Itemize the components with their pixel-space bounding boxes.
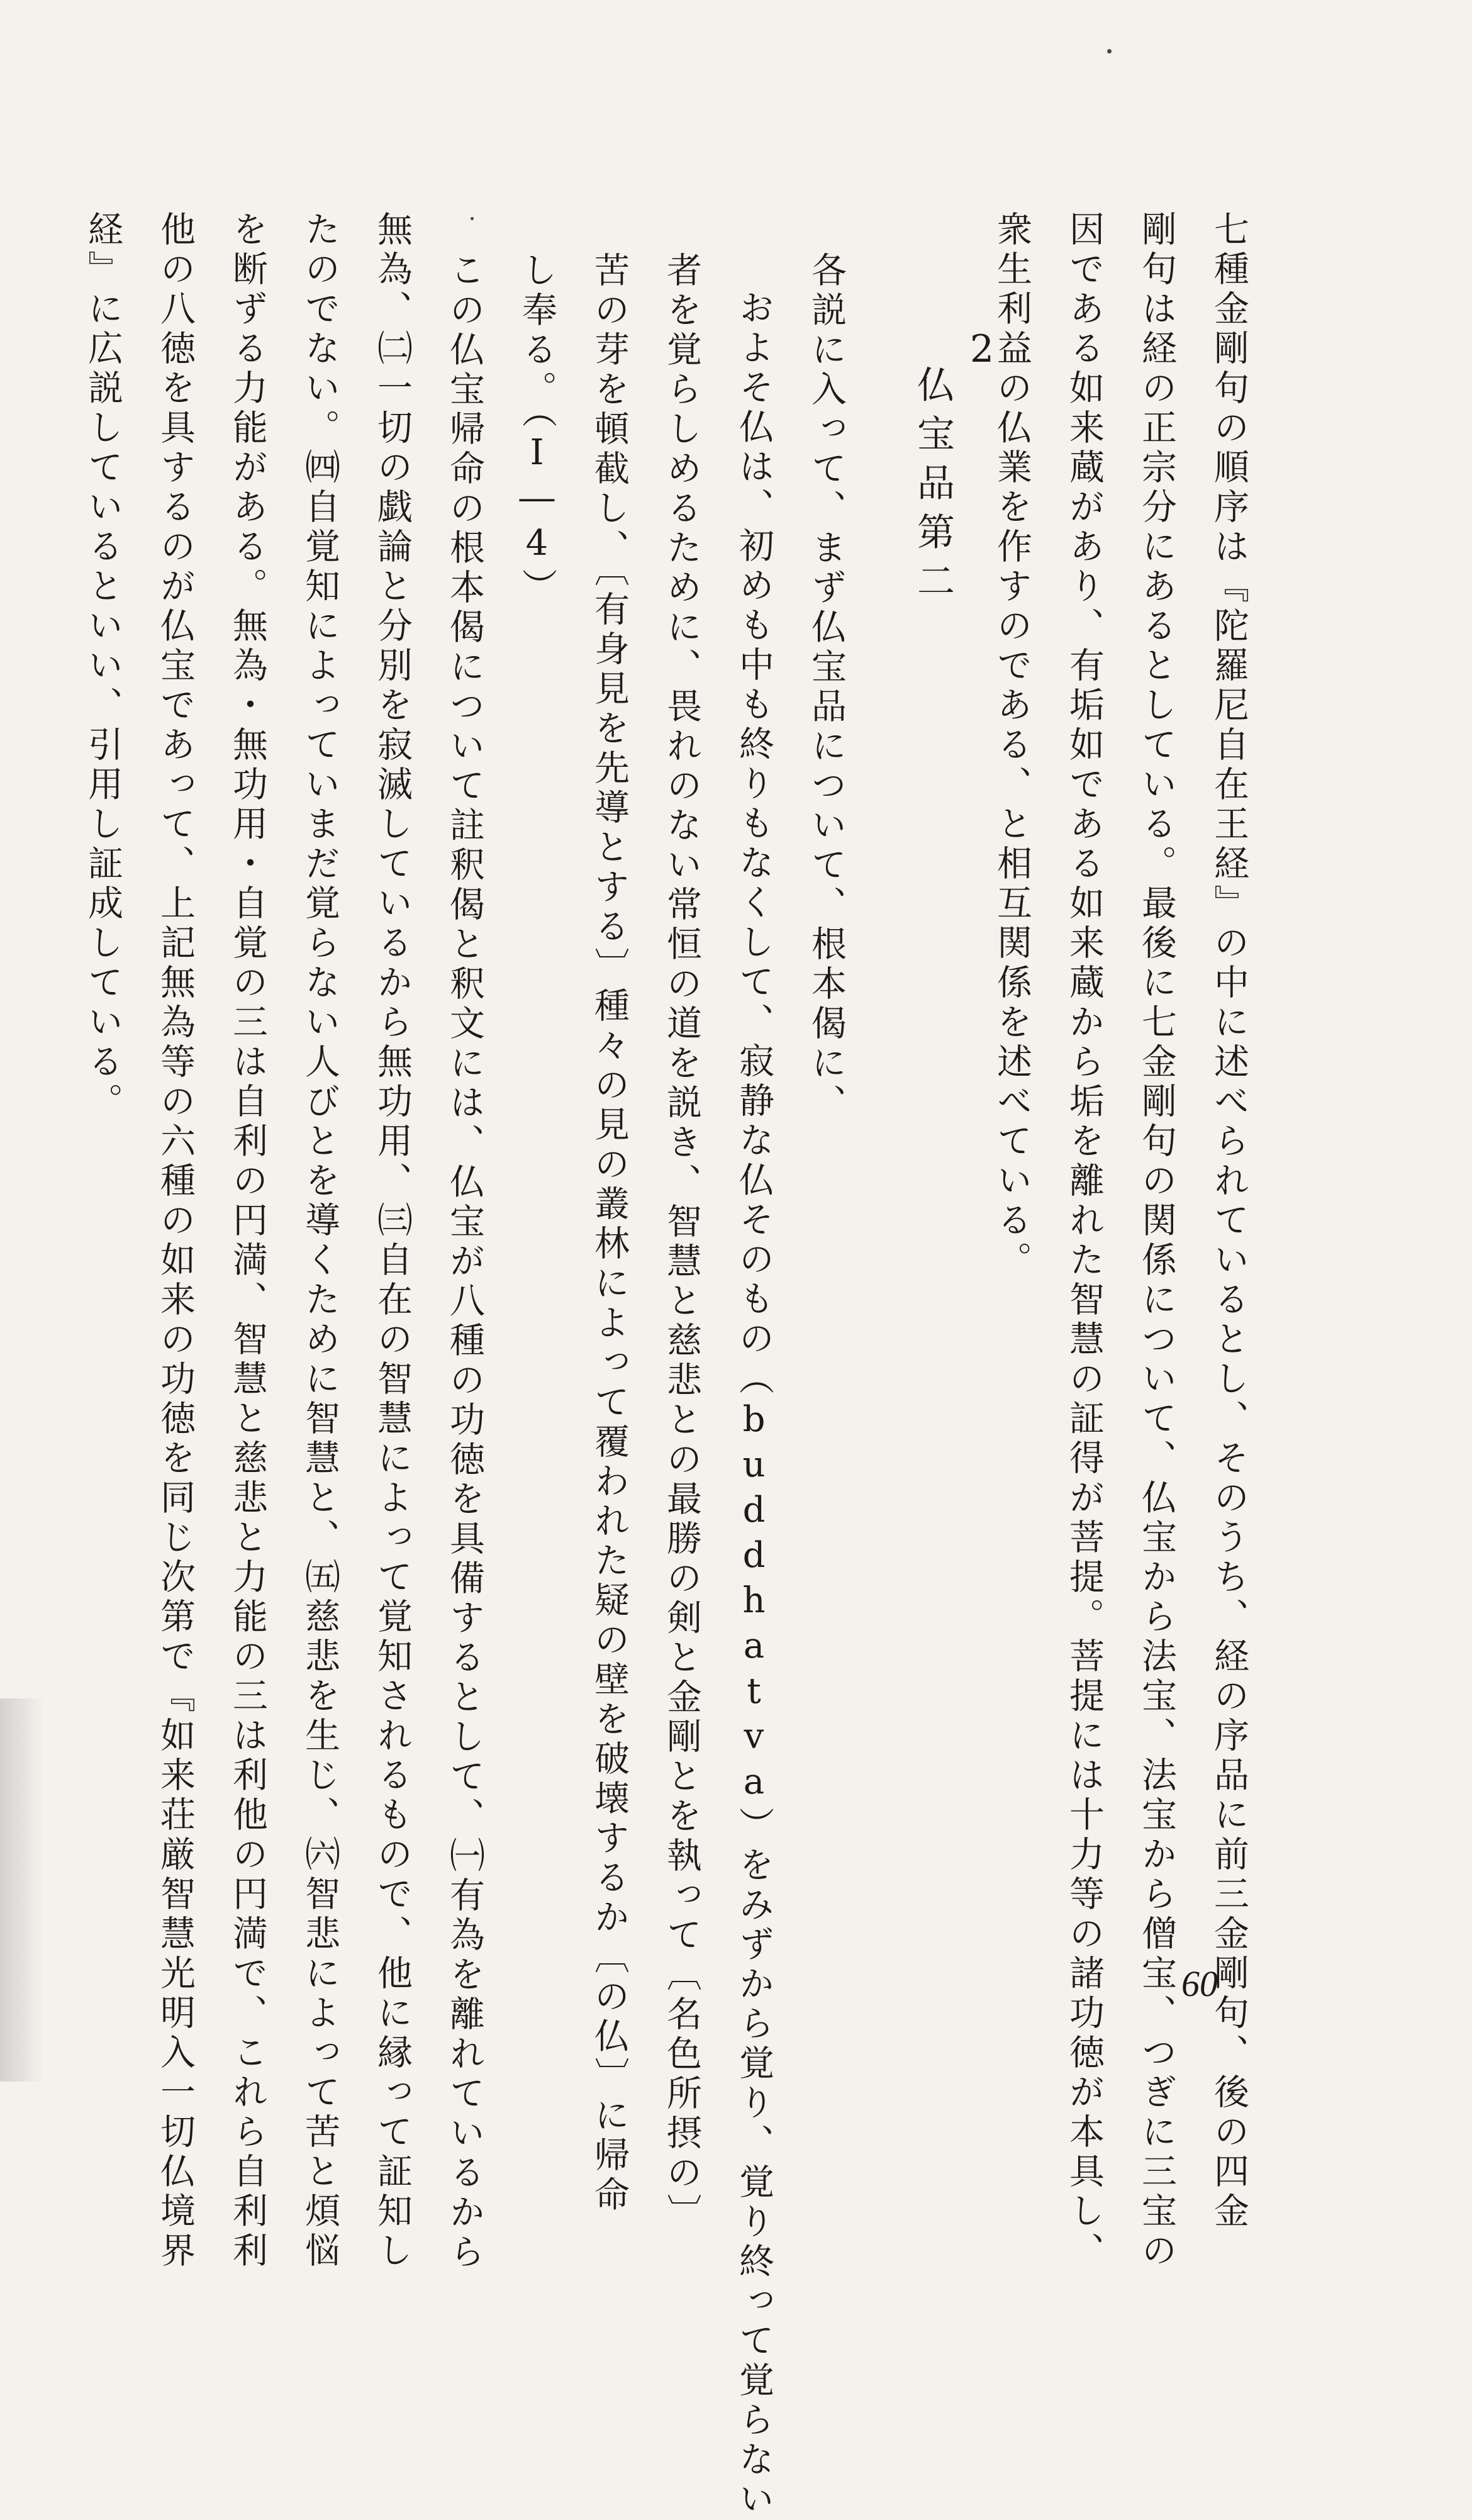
text-line: 無為、㈡一切の戯論と分別を寂滅しているから無功用、㈢自在の智慧によって覚知されるもので、他に縁って証知し: [372, 211, 413, 2272]
text-line: 経』に広説しているといい、引用し証成している。: [82, 211, 123, 1122]
text-line: 苦の芽を頓截し、〔有身見を先導とする〕種々の見の叢林によって覆われた疑の壁を破壊するか〔の仏〕に帰命: [589, 252, 630, 2216]
scan-speck: [1107, 49, 1112, 53]
text-line: し奉る。（Ⅰ―4）: [516, 252, 557, 608]
text-line: たのでない。㈣自覚知によっていまだ覚らない人びとを導くために智慧と、㈤慈悲を生じ、㈥智悲によって苦と煩悩: [299, 211, 340, 2272]
text-line: 七種金剛句の順序は『陀羅尼自在王経』の中に述べられているとし、そのうち、経の序品に前三金剛句、後の四金: [1208, 211, 1249, 2232]
text-line: 因である如来蔵があり、有垢如である如来蔵から垢を離れた智慧の証得が菩提。菩提には十力等の諸功徳が本具し、: [1064, 211, 1105, 2272]
text-line: を断ずる力能がある。無為・無功用・自覚の三は自利の円満、智慧と慈悲と力能の三は利他の円満で、これら自利利: [227, 211, 268, 2272]
text-line: 者を覚らしめるために、畏れのない常恒の道を説き、智慧と慈悲との最勝の剣と金剛とを執って〔名色所摂の〕: [661, 252, 702, 2233]
text-line: 剛句は経の正宗分にあるとしている。最後に七金剛句の関係について、仏宝から法宝、法宝から僧宝、つぎに三宝の: [1136, 211, 1177, 2272]
text-line: 衆生利益の仏業を作すのである、と相互関係を述べている。: [991, 211, 1032, 1281]
text-line: およそ仏は、初めも中も終りもなくして、寂静な仏そのもの（buddhatva）をみずから覚り、覚り終って覚らない: [733, 289, 774, 2520]
text-line: この仏宝帰命の根本偈について註釈偈と釈文には、仏宝が八種の功徳を具備するとして、㈠有為を離れているから: [444, 252, 485, 2273]
section-heading: [906, 327, 1004, 610]
page-number: 60: [1181, 1963, 1218, 2004]
section-number: 2: [960, 327, 1004, 382]
scan-edge-shadow: [0, 1698, 44, 2082]
section-title: 仏宝品第二: [911, 365, 955, 610]
scan-speck: [471, 217, 474, 220]
text-line: 他の八徳を具するのが仏宝であって、上記無為等の六種の如来の功徳を同じ次第で『如来荘厳智慧光明入一切仏境界: [155, 211, 196, 2272]
text-line: 各説に入って、まず仏宝品について、根本偈に、: [806, 252, 847, 1123]
